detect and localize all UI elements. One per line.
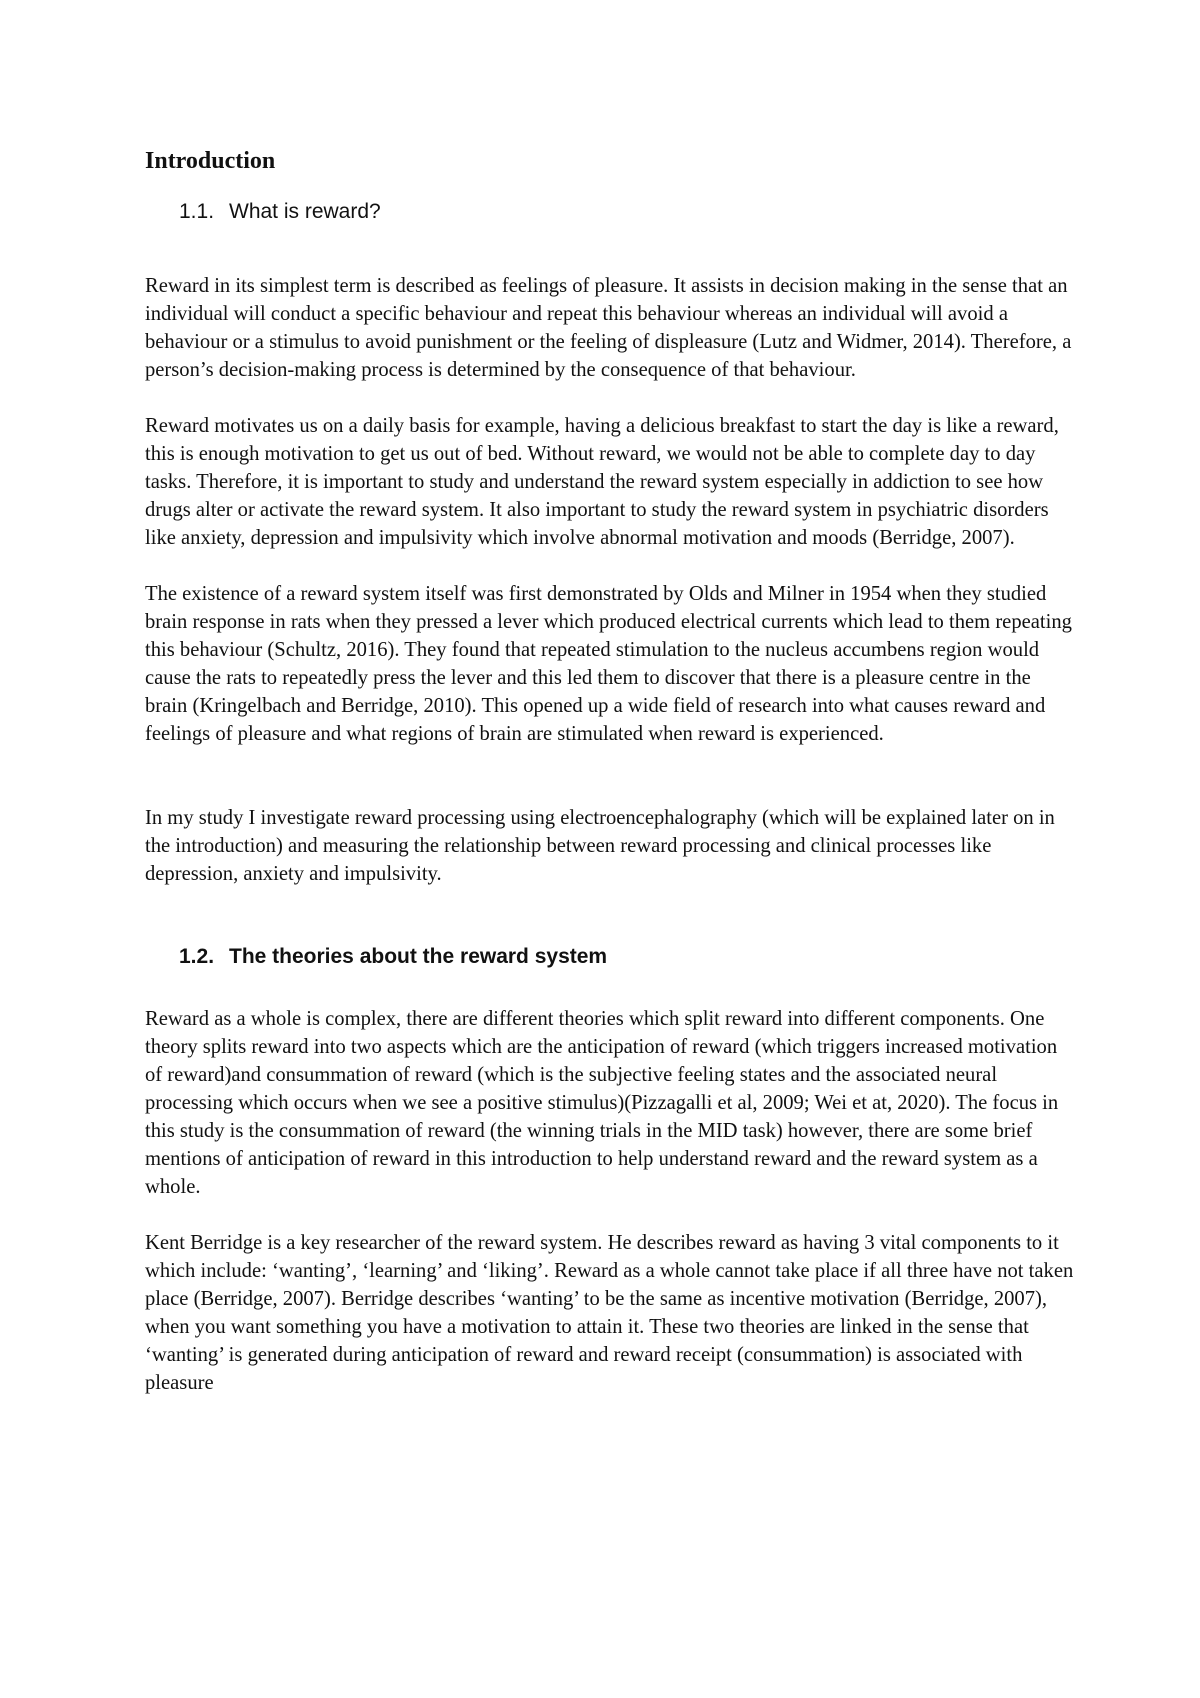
paragraph: Reward as a whole is complex, there are different theories which split reward into different components. One theory splits reward into two aspects which are the anticipation of reward (which triggers increased motivation of reward)and consummation of reward (which is the subjective feeling states and the associated neural processing which occurs when we see a positive stimulus)(Pizzagalli et al, 2009; Wei et at, 2020). The focus in this study is the consummation of reward (the winning trials in the MID task) however, there are some brief mentions of anticipation of reward in this introduction to help understand reward and the reward system as a whole. (145, 1008, 1059, 1198)
page-title: Introduction (145, 148, 276, 174)
section-heading-text: What is reward? (229, 200, 381, 223)
section-heading-1-2 (179, 943, 1075, 971)
section-number: 1.1. (179, 200, 215, 223)
paragraph: Reward motivates us on a daily basis for example, having a delicious breakfast to start the day is like a reward, this is enough motivation to get us out of bed. Without reward, we would not be able to complete day to day tasks. Therefore, it is important to study and understand the reward system especially in addiction to see how drugs alter or activate the reward system. It also important to study the reward system in psychiatric disorders like anxiety, depression and impulsivity which involve abnormal motivation and moods (Berridge, 2007). (145, 415, 1059, 549)
paragraph: The existence of a reward system itself was first demonstrated by Olds and Milner in 1954 when they studied brain response in rats when they pressed a lever which produced electrical currents which lead to them repeating this behaviour (Schultz, 2016). They found that repeated stimulation to the nucleus accumbens region would cause the rats to repeatedly press the lever and this led them to discover that there is a pleasure centre in the brain (Kringelbach and Berridge, 2010). This opened up a wide field of research into what causes reward and feelings of pleasure and what regions of brain are stimulated when reward is experienced. (145, 583, 1072, 745)
section-heading-text: The theories about the reward system (229, 945, 608, 968)
paragraph: Reward in its simplest term is described as feelings of pleasure. It assists in decision making in the sense that an individual will conduct a specific behaviour and repeat this behaviour whereas an individual will avoid a behaviour or a stimulus to avoid punishment or the feeling of displeasure (Lutz and Widmer, 2014). Therefore, a person’s decision-making process is determined by the consequence of that behaviour. (145, 275, 1072, 381)
paragraph: In my study I investigate reward processing using electroencephalography (which will be explained later on in the introduction) and measuring the relationship between reward processing and clinical processes like depression, anxiety and impulsivity. (145, 807, 1055, 885)
document-body (145, 146, 1075, 1397)
section-heading-1-1 (179, 198, 1075, 226)
paragraph: Kent Berridge is a key researcher of the reward system. He describes reward as having 3 vital components to it which include: ‘wanting’, ‘learning’ and ‘liking’. Reward as a whole cannot take place if all three have not taken place (Berridge, 2007). Berridge describes ‘wanting’ to be the same as incentive motivation (Berridge, 2007), when you want something you have a motivation to attain it. These two theories are linked in the sense that ‘wanting’ is generated during anticipation of reward and reward receipt (consummation) is associated with pleasure (145, 1232, 1074, 1394)
section-number: 1.2. (179, 945, 215, 968)
